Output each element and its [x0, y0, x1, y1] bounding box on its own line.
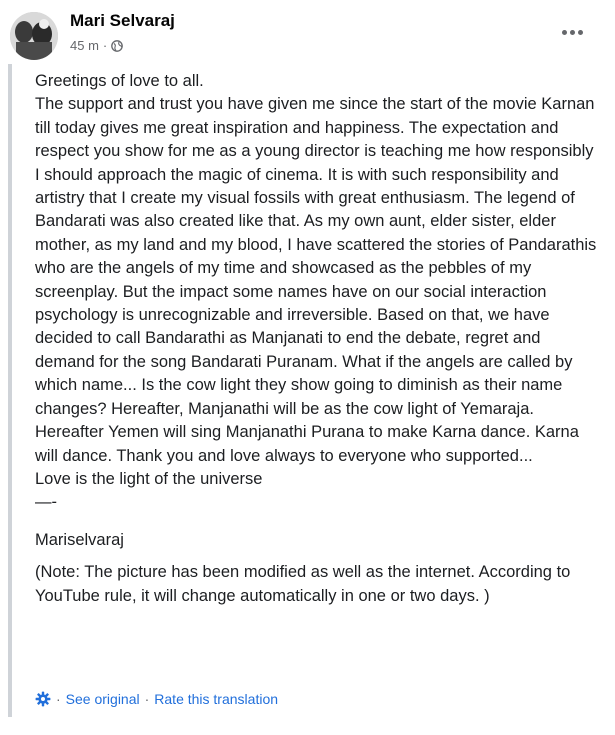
- translation-separator: ·: [144, 691, 150, 707]
- gear-icon[interactable]: [35, 691, 51, 707]
- meta-separator: ·: [102, 38, 108, 53]
- post-text-dash: —-: [35, 493, 57, 512]
- more-dot: [578, 30, 583, 35]
- more-options-button[interactable]: [552, 18, 592, 46]
- translation-separator: ·: [56, 691, 61, 707]
- globe-icon[interactable]: [111, 40, 123, 52]
- author-name[interactable]: Mari Selvaraj: [70, 11, 175, 30]
- avatar[interactable]: [10, 12, 58, 60]
- more-dot: [570, 30, 575, 35]
- post-body: [35, 70, 601, 608]
- avatar-photo: [10, 12, 58, 60]
- quote-bar: [8, 64, 12, 717]
- see-original-link[interactable]: See original: [65, 691, 140, 707]
- post-text-line: Love is the light of the universe: [35, 469, 263, 488]
- post-signature: Mariselvaraj: [35, 530, 124, 549]
- post-note: (Note: The picture has been modified as well as the internet. According to YouTube rule, it will change automatically in one or two days. ): [35, 563, 571, 605]
- post-header: [0, 0, 615, 64]
- post-time[interactable]: 45 m: [70, 38, 99, 53]
- translation-bar: [35, 691, 278, 707]
- post-text-line: Greetings of love to all.: [35, 72, 204, 90]
- rate-translation-link[interactable]: Rate this translation: [154, 691, 279, 707]
- post-meta: [70, 38, 123, 53]
- post-text-paragraph: The support and trust you have given me since the start of the movie Karnan till today gives me great inspiration and happiness. The expectation and respect you show for me as a young director is teaching me how responsibly I should approach the magic of cinema. It is with such responsibility and artistry that I create my visual fossils with great enthusiasm. The legend of Bandarati was also created like that. As my own aunt, elder sister, elder mother, as my land and my blood, I have scattered the stories of Pandarathis who are the angels of my time and showcased as the pebbles of my screenplay. But the impact some names have on our social interaction psychology is unrecognizable and irreversible. Based on that, we have decided to call Bandarathi as Manjanati to end the debate, regret and demand for the song Bandarati Puranam. What if the angels are called by which name... Is the cow light they show going to diminish as their name changes? Hereafter, Manjanathi will be as the cow light of Yemaraja. Hereafter Yemen will sing Manjanathi Purana to make Karna dance. Karna will dance. Thank you and love always to everyone who supported...: [35, 95, 597, 465]
- more-dot: [562, 30, 567, 35]
